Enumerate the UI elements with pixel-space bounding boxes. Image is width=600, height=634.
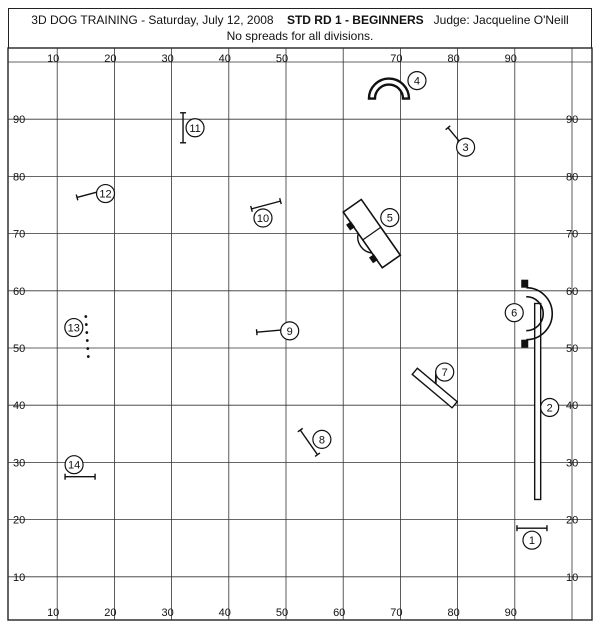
obstacle-number	[281, 322, 299, 340]
y-axis-label-right: 90	[566, 114, 579, 127]
x-axis-label-top: 80	[447, 53, 460, 65]
x-axis-label-bottom: 20	[104, 607, 117, 619]
judge-name: Judge: Jacqueline O'Neill	[433, 13, 569, 27]
number-text: 7	[441, 367, 448, 380]
obstacle-number	[97, 185, 115, 203]
weave-pole	[86, 347, 89, 350]
number-text: 1	[528, 535, 536, 548]
number-text: 11	[189, 122, 201, 135]
obstacle-number	[65, 456, 83, 474]
weave-pole	[84, 315, 87, 318]
jump-wing	[76, 195, 78, 201]
grid-layer	[8, 48, 592, 620]
obstacle-number	[505, 304, 523, 322]
course-border	[8, 48, 592, 620]
number-text: 4	[413, 75, 421, 88]
weave-pole	[85, 323, 88, 326]
obstacle-tunnel	[369, 79, 409, 99]
jump-wing	[256, 329, 257, 335]
x-axis-label-bottom: 60	[333, 607, 346, 619]
y-axis-label-right: 50	[566, 343, 579, 355]
y-axis-label-left: 90	[13, 114, 26, 127]
x-axis-label-top: 90	[504, 53, 517, 65]
y-axis-label-left: 30	[13, 457, 26, 470]
x-axis-label-top: 30	[161, 53, 174, 65]
x-axis-label-bottom: 90	[504, 607, 517, 619]
number-text: 5	[386, 212, 393, 225]
y-axis-label-right: 10	[566, 571, 579, 584]
y-axis-label-left: 40	[13, 400, 26, 413]
number-text: 14	[67, 459, 81, 472]
x-axis-label-top: 40	[218, 53, 231, 65]
y-axis-label-left: 20	[13, 514, 26, 527]
number-text: 6	[511, 307, 518, 320]
obstacle-weave	[84, 315, 89, 358]
obstacle-number	[65, 319, 83, 337]
tunnel-curve	[369, 79, 409, 99]
x-axis-label-bottom: 80	[447, 607, 460, 619]
obstacle-number	[254, 209, 272, 227]
obstacle-number	[381, 209, 399, 227]
y-axis-label-right: 30	[566, 457, 579, 470]
obstacle-jump	[65, 474, 95, 480]
x-axis-label-bottom: 30	[161, 607, 174, 619]
x-axis-label-top: 70	[390, 53, 403, 65]
obstacle-number	[408, 72, 426, 90]
obstacle-layer	[65, 72, 559, 550]
jump-bar	[251, 201, 280, 209]
number-text: 12	[99, 188, 112, 201]
number-text: 13	[67, 322, 80, 335]
y-axis-label-left: 10	[13, 571, 26, 584]
y-axis-label-left: 70	[13, 228, 26, 241]
obstacle-number	[313, 430, 331, 448]
obstacle-number	[541, 398, 559, 416]
obstacle-number	[436, 363, 454, 381]
obstacle-number	[457, 138, 475, 156]
x-axis-label-top: 50	[275, 53, 289, 65]
y-axis-label-left: 60	[13, 285, 26, 298]
round-title: STD RD 1 - BEGINNERS	[286, 13, 424, 27]
x-axis-label-top: 10	[47, 53, 60, 65]
tunnel-end	[521, 280, 528, 288]
number-text: 10	[256, 213, 270, 225]
obstacle-jump	[180, 113, 186, 143]
number-text: 9	[286, 325, 293, 338]
x-axis-label-bottom: 40	[218, 607, 231, 619]
number-text: 2	[546, 402, 553, 415]
x-axis-label-bottom: 10	[47, 607, 60, 619]
jump-wing	[251, 206, 253, 212]
x-axis-label-bottom: 70	[390, 607, 403, 619]
teeter-plank	[535, 303, 541, 499]
y-axis-label-left: 50	[13, 343, 26, 355]
y-axis-label-right: 20	[566, 514, 579, 527]
y-axis-label-right: 60	[566, 285, 579, 298]
weave-pole	[85, 331, 88, 334]
obstacle-number	[186, 119, 204, 137]
number-text: 3	[462, 142, 469, 155]
tunnel-end	[521, 340, 528, 348]
header-note: No spreads for all divisions.	[226, 29, 374, 43]
weave-pole	[87, 355, 90, 358]
y-axis-label-right: 70	[566, 228, 579, 241]
weave-pole	[86, 339, 89, 342]
x-axis-label-top: 20	[104, 53, 117, 65]
obstacle-number	[523, 531, 541, 549]
obstacle-jump	[517, 525, 547, 531]
number-text: 8	[318, 434, 325, 447]
x-axis-label-bottom: 50	[275, 607, 289, 619]
obstacle-teeter	[535, 303, 541, 499]
y-axis-label-left: 80	[13, 171, 26, 184]
jump-wing	[280, 198, 282, 204]
y-axis-label-right: 80	[566, 171, 579, 184]
y-axis-label-right: 40	[566, 400, 579, 413]
event-title: 3D DOG TRAINING - Saturday, July 12, 2008	[31, 13, 274, 27]
